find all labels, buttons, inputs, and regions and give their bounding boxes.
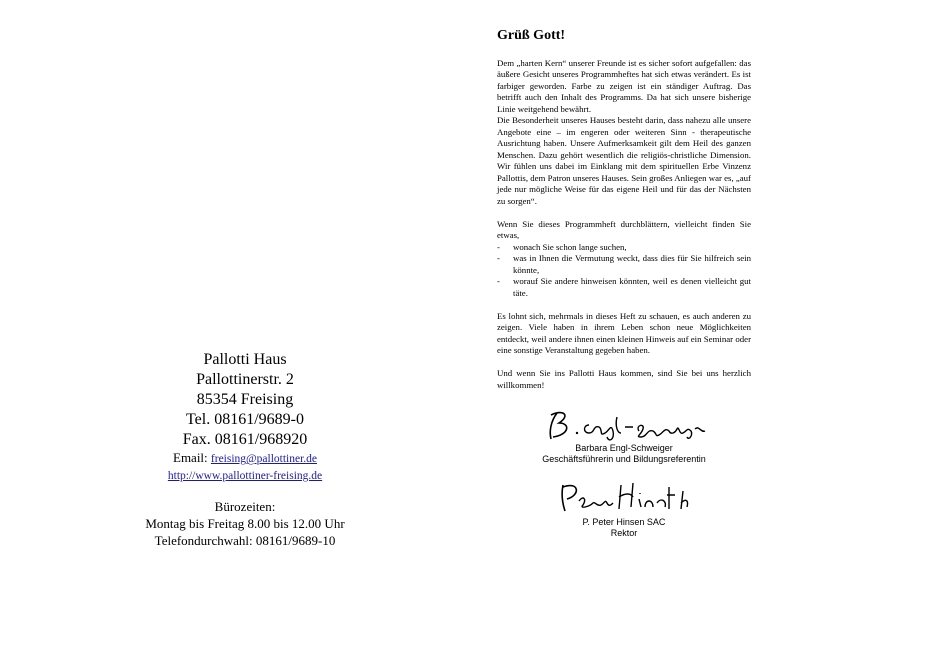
- house-name: Pallotti Haus: [203, 351, 287, 368]
- paragraph: Die Besonderheit unseres Hauses besteht darin, dass nahezu alle unsere Angebote eine – im engeren oder weiteren Sinn - therapeutische Ausrichtung haben. Unsere Aufmerksamkeit gilt dem Heil des ganzen Menschen. Dazu gehört wesentlich die religiös-christliche Dimension. Wir fühlen uns dabei im Einklang mit dem spirituellen Erbe Vinzenz Pallottis, dem Patron unseres Hauses. Sein großes Anliegen war es, „auf jede nur mögliche Weise für das eigene Heil und für das der Nächsten zu sorgen“.: [497, 115, 751, 206]
- list-item: - was in Ihnen die Vermutung weckt, dass dies für Sie hilfreich sein könnte,: [497, 253, 751, 275]
- email-line: [120, 450, 370, 467]
- signature-block-hinsen: [497, 477, 751, 539]
- letter-heading: Grüß Gott!: [497, 28, 566, 43]
- email-label: Email:: [173, 450, 211, 465]
- list-item: - wonach Sie schon lange suchen,: [497, 241, 627, 252]
- signature-hinsen-image: [549, 477, 699, 517]
- bullet-list: [497, 242, 751, 300]
- email-link[interactable]: freising@pallottiner.de: [210, 453, 317, 465]
- signature-block-engl-schweiger: [497, 403, 751, 465]
- direct-phone: Telefondurchwahl: 08161/9689-10: [154, 533, 336, 548]
- signature-engl-schweiger-image: [529, 403, 719, 443]
- paragraph: Es lohnt sich, mehrmals in dieses Heft zu schauen, es auch anderen zu zeigen. Viele haben in ihrem Leben schon neue Möglichkeiten entdeckt, weil andere ihnen einen kleinen Hinweis auf ein Seminar oder eine sonstige Veranstaltung gegeben haben.: [497, 310, 751, 355]
- office-hours: Montag bis Freitag 8.00 bis 12.00 Uhr: [145, 516, 345, 531]
- list-item: - worauf Sie andere hinweisen könnten, weil es denen vielleicht gut täte.: [497, 276, 751, 298]
- telephone: Tel. 08161/9689-0: [186, 411, 304, 428]
- paragraph: Wenn Sie dieses Programmheft durchblättern, vielleicht finden Sie etwas,: [497, 218, 751, 240]
- signatory-role: Rektor: [610, 528, 638, 538]
- signatory-role: Geschäftsführerin und Bildungsreferentin: [542, 454, 706, 464]
- address-block: [120, 350, 370, 549]
- office-hours-title: Bürozeiten:: [214, 499, 276, 514]
- signatory-name: P. Peter Hinsen SAC: [582, 517, 666, 527]
- website-line: [120, 467, 370, 484]
- street-address: Pallottinerstr. 2: [196, 371, 294, 388]
- paragraph: Und wenn Sie ins Pallotti Haus kommen, sind Sie bei uns herzlich willkommen!: [497, 368, 751, 390]
- paragraph: Dem „harten Kern“ unserer Freunde ist es sicher sofort aufgefallen: das äußere Gesicht unseres Programmheftes hat sich etwas verändert. Es ist farbiger geworden. Farbe zu zeigen ist ein ständiger Auftrag. Das betrifft auch den Inhalt des Programms. Da hat sich unsere bisherige Linie weitgehend bewährt.: [497, 57, 751, 114]
- website-link[interactable]: http://www.pallottiner-freising.de: [167, 470, 323, 482]
- welcome-letter: [497, 30, 751, 539]
- office-hours-block: [120, 498, 370, 549]
- city-postcode: 85354 Freising: [196, 391, 294, 408]
- signatory-name: Barbara Engl-Schweiger: [575, 443, 673, 453]
- fax: Fax. 08161/968920: [182, 431, 308, 448]
